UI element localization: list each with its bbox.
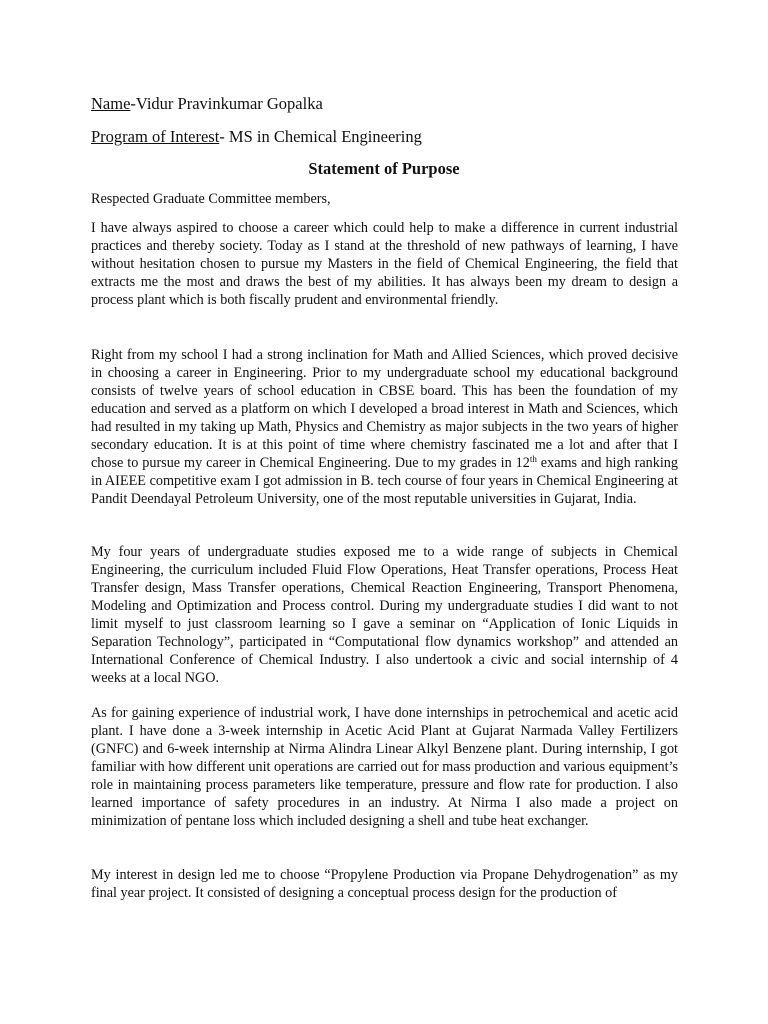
paragraph-4: As for gaining experience of industrial work, I have done internships in petrochemical and acetic acid plant. I have done a 3-week internship in Acetic Acid Plant at Gujarat Narmada Valley Fertilizers (GNFC) and 6-week internship at Nirma Alindra Linear Alkyl Benzene plant. During internship, I got familiar with how different unit operations are carried out for mass production and various equipment’s role in maintaining process parameters like temperature, pressure and flow rate for production. I also learned importance of safety procedures in an industry. At Nirma I also made a project on minimization of pentane loss which included designing a shell and tube heat exchanger. xyxy=(91,705,678,829)
program-value: - MS in Chemical Engineering xyxy=(219,127,422,146)
paragraph-2-text-a: Right from my school I had a strong inclination for Math and Allied Sciences, which proved decisive in choosing a career in Engineering. Prior to my undergraduate school my educational background consists of twelve years of school education in CBSE board. This has been the foundation of my education and served as a platform on which I developed a broad interest in Math and Sciences, which had resulted in my taking up Math, Physics and Chemistry as major subjects in the two years of higher secondary education. It is at this point of time where chemistry fascinated me a lot and after that I chose to pursue my career in Chemical Engineering. Due to my grades in 12 xyxy=(91,347,678,471)
name-label: Name xyxy=(91,94,131,113)
program-label: Program of Interest xyxy=(91,127,220,146)
paragraph-2 xyxy=(91,346,678,508)
document-title: Statement of Purpose xyxy=(308,159,460,178)
name-line xyxy=(91,94,323,114)
name-value: -Vidur Pravinkumar Gopalka xyxy=(130,94,323,113)
superscript-th: th xyxy=(529,454,537,464)
paragraph-5: My interest in design led me to choose “Propylene Production via Propane Dehydrogenation” as my final year project. It consisted of designing a conceptual process design for the production of xyxy=(91,867,678,901)
program-line xyxy=(91,127,422,147)
paragraph-1: I have always aspired to choose a career which could help to make a difference in current industrial practices and thereby society. Today as I stand at the threshold of new pathways of learning, I have without hesitation chosen to pursue my Masters in the field of Chemical Engineering, the field that extracts me the most and draws the best of my abilities. It has always been my dream to design a process plant which is both fiscally prudent and environmental friendly. xyxy=(91,220,678,308)
paragraph-3: My four years of undergraduate studies exposed me to a wide range of subjects in Chemical Engineering, the curriculum included Fluid Flow Operations, Heat Transfer operations, Process Heat Transfer design, Mass Transfer operations, Chemical Reaction Engineering, Transport Phenomena, Modeling and Optimization and Process control. During my undergraduate studies I did want to not limit myself to just classroom learning so I gave a seminar on “Application of Ionic Liquids in Separation Technology”, participated in “Computational flow dynamics workshop” and attended an International Conference of Chemical Industry. I also undertook a civic and social internship of 4 weeks at a local NGO. xyxy=(91,544,678,686)
salutation: Respected Graduate Committee members, xyxy=(91,191,331,207)
paragraph-2-text-b: exams and high ranking in AIEEE competitive exam I got admission in B. tech course of four years in Chemical Engineering at Pandit Deendayal Petroleum University, one of the most reputable universities in Gujarat, India. xyxy=(91,455,678,507)
